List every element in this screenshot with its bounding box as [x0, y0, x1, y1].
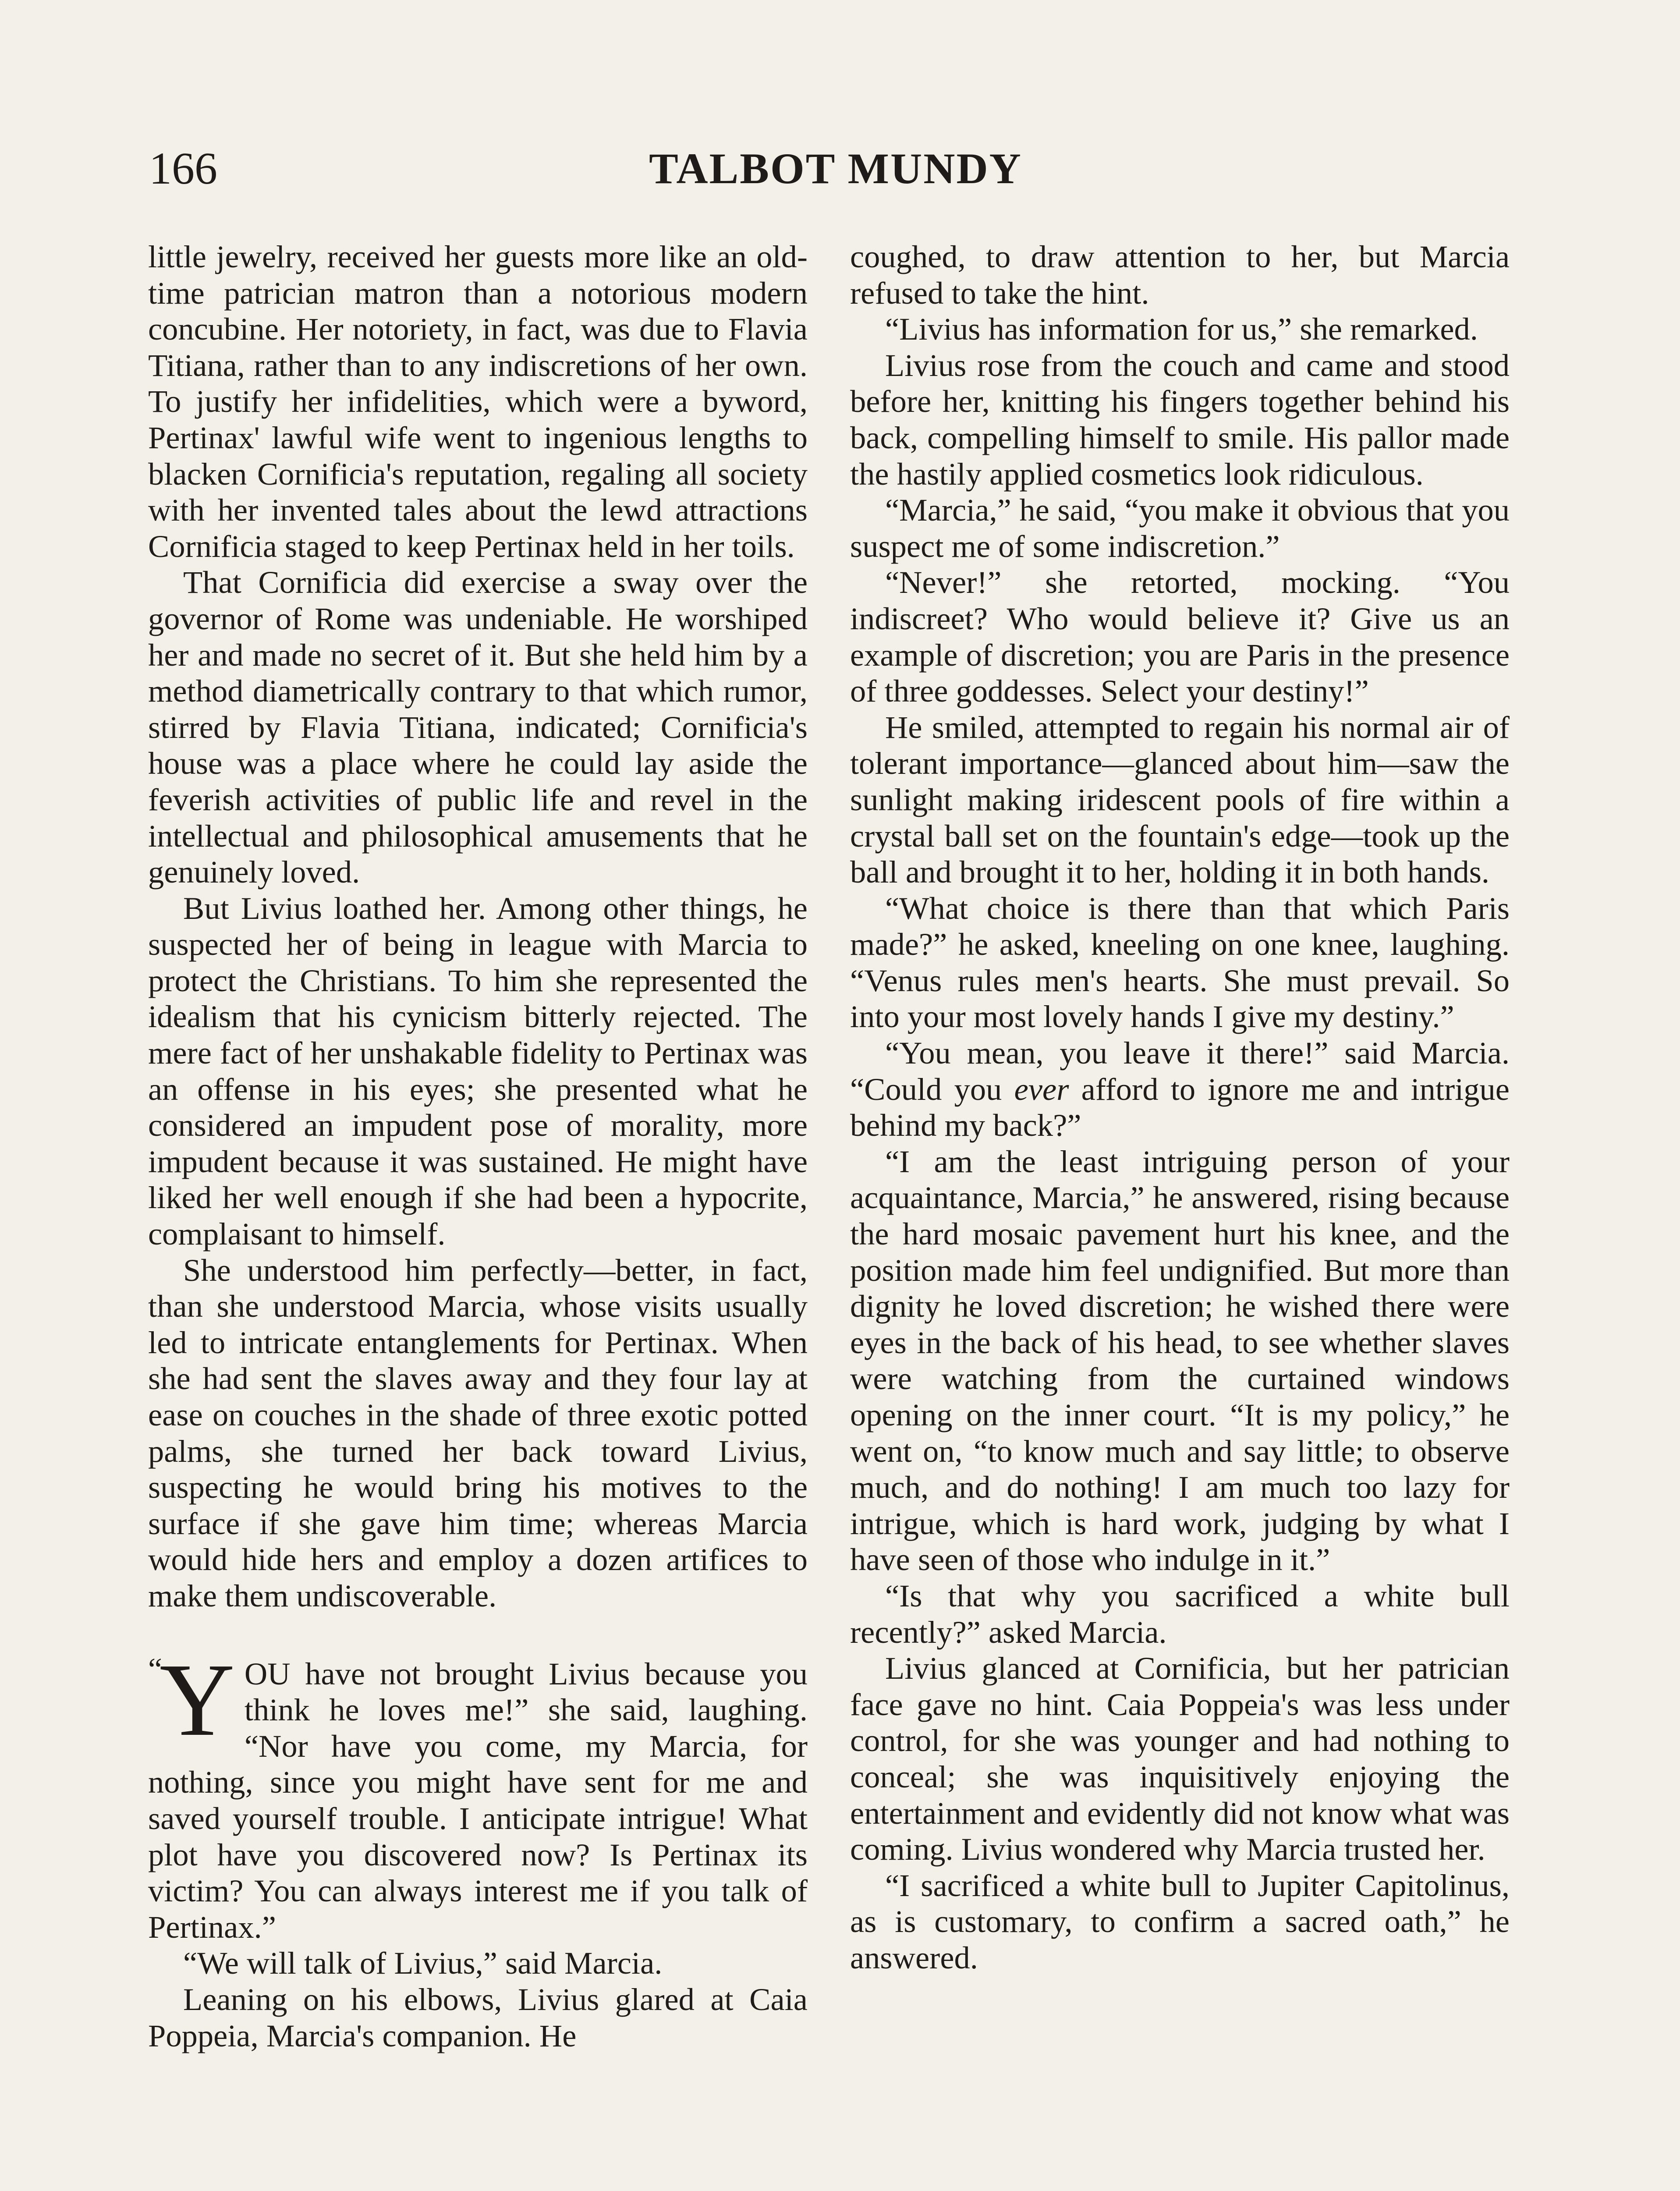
running-head-author: TALBOT MUNDY [649, 144, 1022, 193]
paragraph-text: afford to ignore me and intrigue behind my back?” [850, 1071, 1510, 1143]
paragraph: “I am the least intriguing person of your acquaintance, Marcia,” he answered, rising because the hard mosaic pavement hurt his knee, and the position made him feel undignified. But more than dignity he loved discretion; he wished there were eyes in the back of his head, to see whether slaves were watching from the curtained windows opening on the inner court. “It is my policy,” he went on, “to know much and say little; to observe much, and do nothing! I am much too lazy for intrigue, which is hard work, judging by what I have seen of those who indulge in it.” [850, 1143, 1510, 1578]
paragraph: “Never!” she retorted, mocking. “You indiscreet? Who would believe it? Give us an example of discretion; you are Paris in the presence of three goddesses. Select your destiny!” [850, 564, 1510, 709]
opening-quote-mark: “ [148, 1651, 162, 1687]
paragraph: “Is that why you sacrificed a white bull recently?” asked Marcia. [850, 1578, 1510, 1650]
drop-cap-letter: Y [159, 1642, 235, 1758]
paragraph: “What choice is there than that which Paris made?” he asked, kneeling on one knee, laughing. “Venus rules men's hearts. She must prevail. So into your most lovely hands I give my destiny.” [850, 890, 1510, 1035]
paragraph: coughed, to draw attention to her, but Marcia refused to take the hint. [850, 239, 1510, 311]
page-header [149, 140, 1522, 210]
paragraph: “Marcia,” he said, “you make it obvious that you suspect me of some indiscretion.” [850, 492, 1510, 564]
paragraph: little jewelry, received her guests more like an old-time patrician matron than a notorious modern concubine. Her notoriety, in fact, was due to Flavia Titiana, rather than to any indiscretions of her own. To justify her infidelities, which were a byword, Pertinax' lawful wife went to ingenious lengths to blacken Cornificia's reputation, regaling all society with her invented tales about the lewd attractions Cornificia staged to keep Pertinax held in her toils. [148, 239, 808, 564]
paragraph [850, 1035, 1510, 1144]
paragraph: Livius glanced at Cornificia, but her patrician face gave no hint. Caia Poppeia's was less under control, for she was younger and had nothing to conceal; she was inquisitively enjoying the entertainment and evidently did not know what was coming. Livius wondered why Marcia trusted her. [850, 1650, 1510, 1867]
paragraph: “Livius has information for us,” she remarked. [885, 311, 1478, 347]
italic-emphasis: ever [1014, 1071, 1069, 1107]
paragraph: Leaning on his elbows, Livius glared at Caia Poppeia, Marcia's companion. He [148, 1981, 808, 2053]
section-opening-paragraph [148, 1642, 808, 1946]
section-break [148, 1614, 808, 1656]
paragraph: He smiled, attempted to regain his normal air of tolerant importance—glanced about him—saw the sunlight making iridescent pools of fire within a crystal ball set on the fountain's edge—took up the ball and brought it to her, holding it in both hands. [850, 709, 1510, 890]
left-column [148, 239, 808, 2054]
paragraph: That Cornificia did exercise a sway over the governor of Rome was undeniable. He worshiped her and made no secret of it. But she held him by a method diametrically contrary to that which rumor, stirred by Flavia Titiana, indicated; Cornificia's house was a place where he could lay aside the feverish activities of public life and revel in the intellectual and philosophical amusements that he genuinely loved. [148, 564, 808, 890]
paragraph: “We will talk of Livius,” said Marcia. [183, 1945, 663, 1981]
page-number: 166 [149, 143, 217, 194]
right-column [850, 239, 1510, 1976]
opening-paragraph-text: OU have not brought Livius because you think he loves me!” she said, laughing. “Nor have you come, my Marcia, for nothing, since you might have sent for me and saved yourself trouble. I anticipate intrigue! What plot have you discovered now? Is Pertinax its victim? You can always interest me if you talk of Pertinax.” [148, 1656, 808, 1945]
paragraph: Livius rose from the couch and came and stood before her, knitting his fingers together behind his back, compelling himself to smile. His pallor made the hastily applied cosmetics look ridiculous. [850, 347, 1510, 492]
paragraph: But Livius loathed her. Among other things, he suspected her of being in league with Marcia to protect the Christians. To him she represented the idealism that his cynicism bitterly rejected. The mere fact of her unshakable fidelity to Pertinax was an offense in his eyes; she presented what he considered an impudent pose of morality, more impudent because it was sustained. He might have liked her well enough if she had been a hypocrite, complaisant to himself. [148, 890, 808, 1252]
paragraph-text: “You mean, you leave it there!” said Marcia. “Could you [850, 1035, 1510, 1107]
paragraph: She understood him perfectly—better, in fact, than she understood Marcia, whose visits usually led to intricate entanglements for Pertinax. When she had sent the slaves away and they four lay at ease on couches in the shade of three exotic potted palms, she turned her back toward Livius, suspecting he would bring his motives to the surface if she gave him time; whereas Marcia would hide hers and employ a dozen artifices to make them undiscoverable. [148, 1252, 808, 1613]
paragraph: “I sacrificed a white bull to Jupiter Capitolinus, as is customary, to confirm a sacred oath,” he answered. [850, 1867, 1510, 1975]
